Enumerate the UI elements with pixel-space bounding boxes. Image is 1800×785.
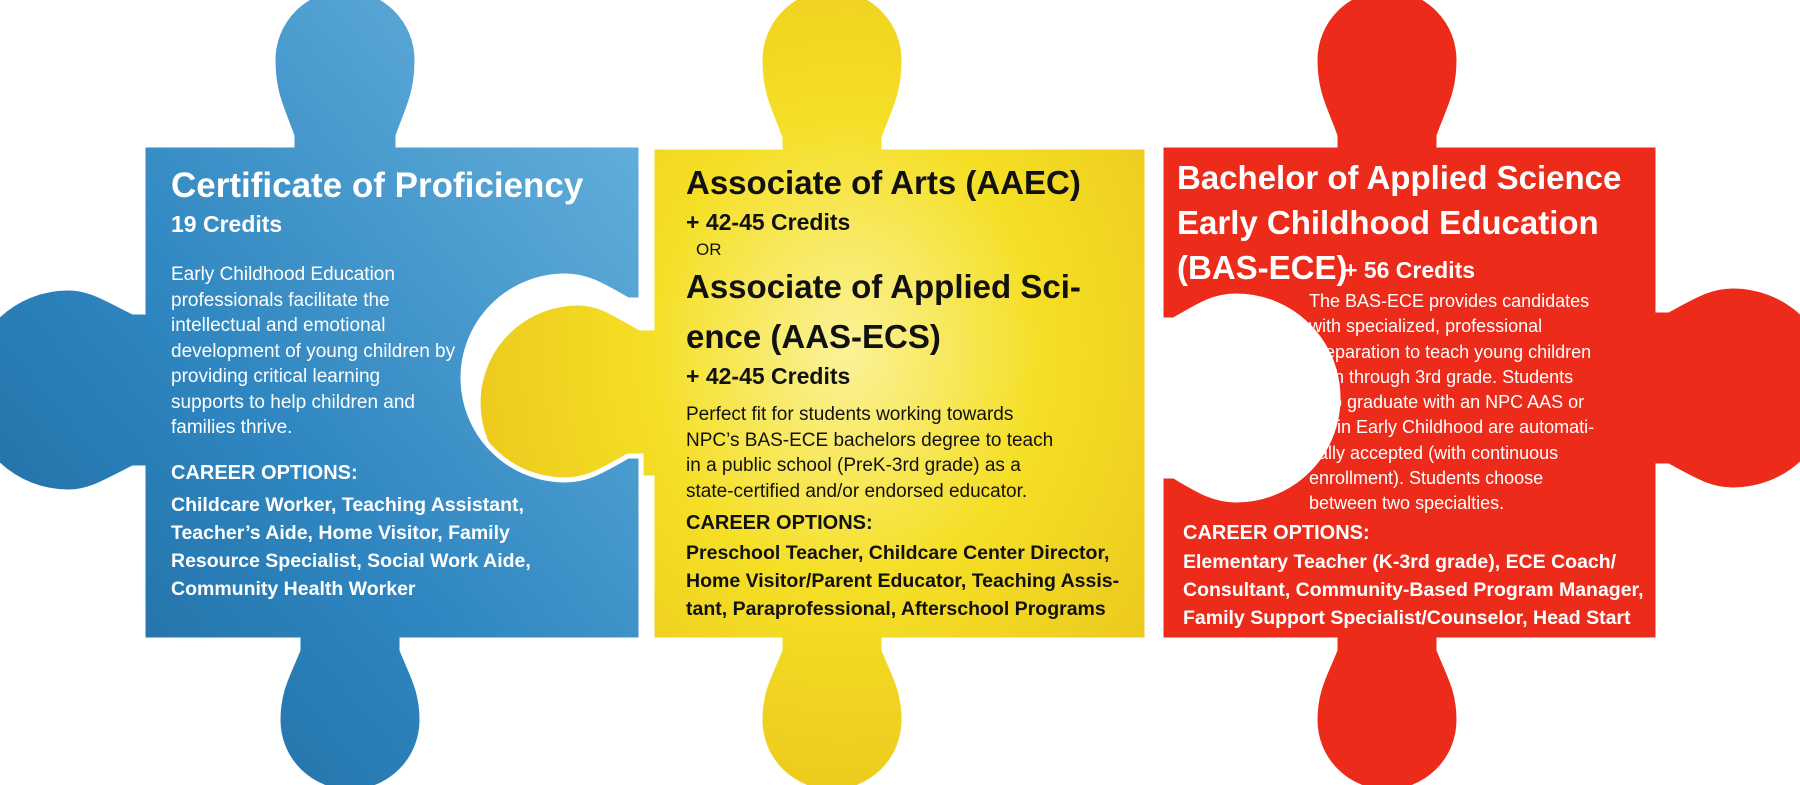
career-line: Childcare Worker, Teaching Assistant, xyxy=(171,494,524,516)
associate-arts-title: Associate of Arts (AAEC) xyxy=(686,164,1081,201)
description-line: families thrive. xyxy=(171,417,293,438)
associate-description xyxy=(686,402,1053,504)
certificate-description xyxy=(171,262,455,441)
bachelor-career-options xyxy=(1183,548,1644,632)
associate-career-heading: CAREER OPTIONS: xyxy=(686,512,873,534)
associate-applied-credits: + 42-45 Credits xyxy=(686,363,851,389)
certificate-career-heading: CAREER OPTIONS: xyxy=(171,462,358,484)
bachelor-description xyxy=(1309,289,1594,517)
associate-career-options xyxy=(686,539,1119,623)
description-line: NPC’s BAS-ECE bachelors degree to teach xyxy=(686,429,1054,451)
bachelor-credits: + 56 Credits xyxy=(1344,257,1476,283)
career-line: Consultant, Community-Based Program Manager, xyxy=(1183,579,1644,601)
description-line: professionals facilitate the xyxy=(171,289,390,311)
description-line: The BAS-ECE provides candidates xyxy=(1309,291,1590,311)
description-line: development of young children by xyxy=(171,340,456,362)
description-line: AA in Early Childhood are automati- xyxy=(1309,417,1595,438)
description-line: Perfect fit for students working towards xyxy=(686,404,1014,425)
bachelor-title-line2: Early Childhood Education xyxy=(1177,204,1599,241)
career-line: Teacher’s Aide, Home Visitor, Family xyxy=(171,522,510,544)
description-line: in a public school (PreK-3rd grade) as a xyxy=(686,455,1021,476)
description-line: supports to help children and xyxy=(171,391,415,413)
associate-applied-title-line1: Associate of Applied Sci- xyxy=(686,268,1081,305)
description-line: enrollment). Students choose xyxy=(1309,468,1544,489)
or-label: OR xyxy=(696,240,722,259)
bachelor-career-heading: CAREER OPTIONS: xyxy=(1183,522,1370,544)
description-line: who graduate with an NPC AAS or xyxy=(1309,392,1585,413)
certificate-title: Certificate of Proficiency xyxy=(171,166,584,205)
associate-arts-credits: + 42-45 Credits xyxy=(686,209,851,235)
description-line: preparation to teach young children xyxy=(1309,341,1592,362)
bachelor-title-line1: Bachelor of Applied Science xyxy=(1177,159,1622,196)
certificate-career-options xyxy=(171,491,531,603)
career-line: Preschool Teacher, Childcare Center Director, xyxy=(686,542,1110,564)
description-line: state-certified and/or endorsed educator. xyxy=(686,480,1028,502)
description-line: birth through 3rd grade. Students xyxy=(1309,366,1574,387)
associate-puzzle-piece xyxy=(478,0,1147,785)
description-line: with specialized, professional xyxy=(1309,316,1543,337)
career-line: Elementary Teacher (K-3rd grade), ECE Coach/ xyxy=(1183,551,1617,573)
description-line: Early Childhood Education xyxy=(171,264,395,285)
career-line: Family Support Specialist/Counselor, Head Start xyxy=(1183,607,1631,629)
career-line: Community Health Worker xyxy=(171,578,416,600)
career-line: Resource Specialist, Social Work Aide, xyxy=(171,550,531,572)
description-line: intellectual and emotional xyxy=(171,315,386,336)
description-line: providing critical learning xyxy=(171,366,381,387)
associate-applied-title-line2: ence (AAS-ECS) xyxy=(686,318,941,355)
career-line: tant, Paraprofessional, Afterschool Programs xyxy=(686,598,1106,620)
bachelor-title-line3: (BAS-ECE) xyxy=(1177,249,1348,286)
description-line: cally accepted (with continuous xyxy=(1309,442,1559,463)
certificate-credits: 19 Credits xyxy=(171,211,283,237)
career-line: Home Visitor/Parent Educator, Teaching Assis- xyxy=(686,570,1120,592)
description-line: between two specialties. xyxy=(1309,493,1505,514)
